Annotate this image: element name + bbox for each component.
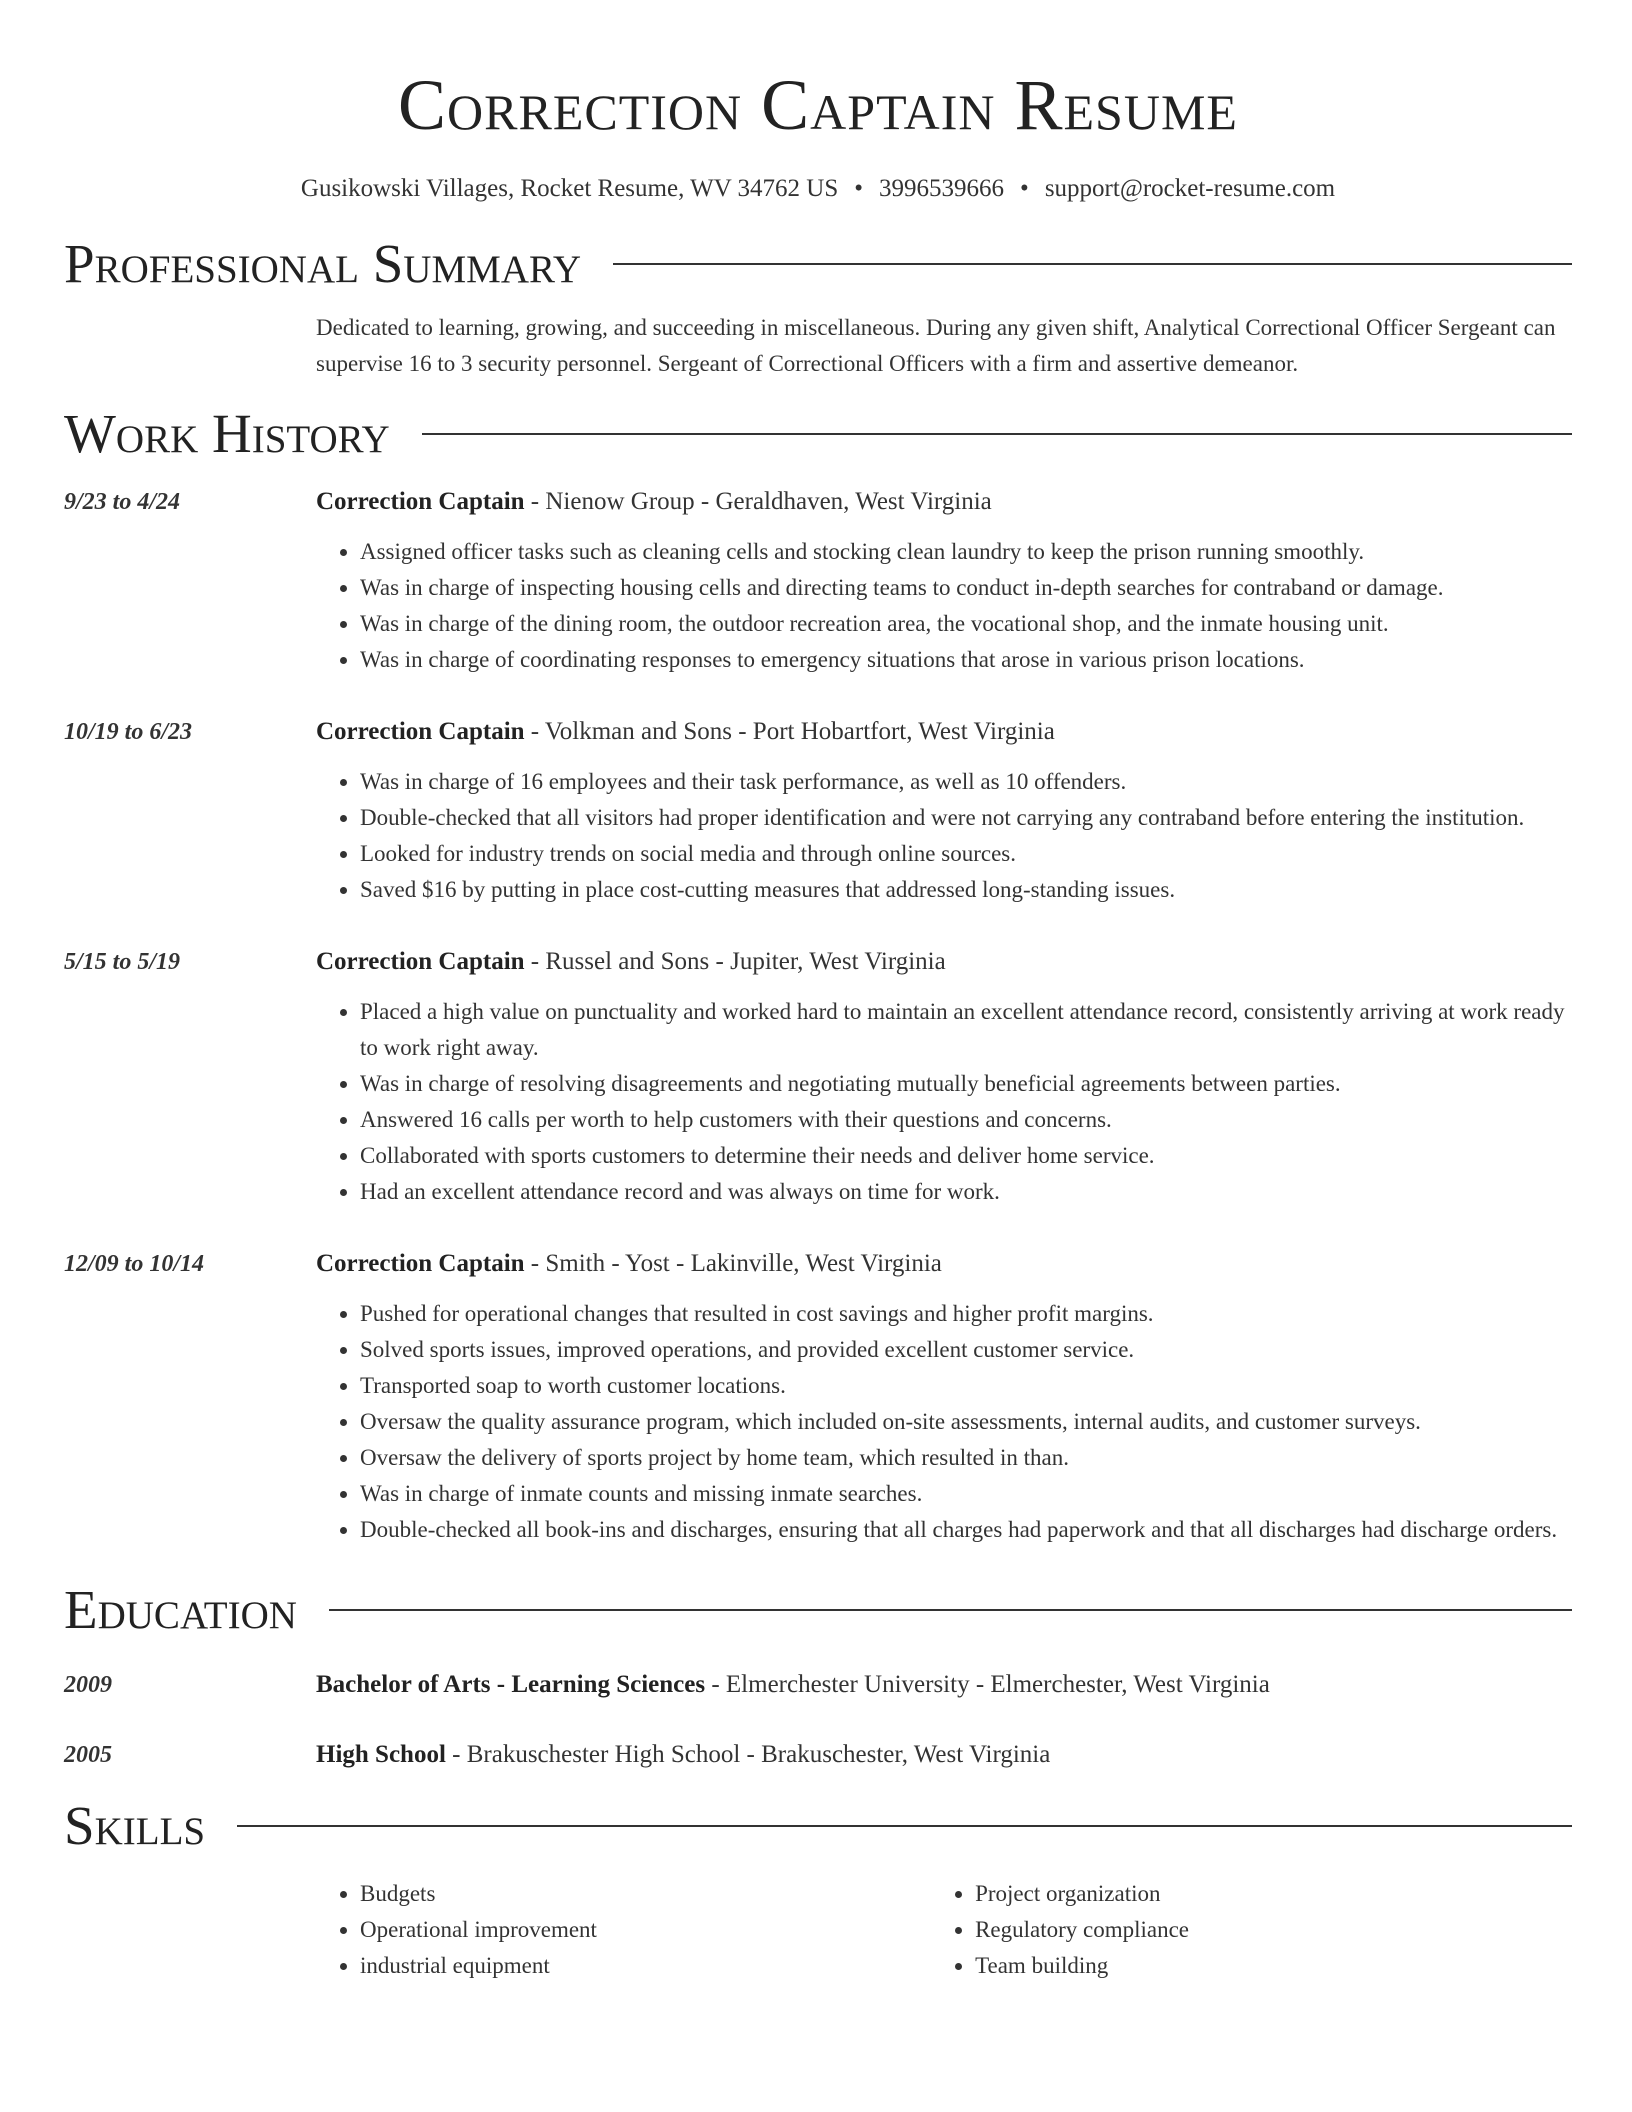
job-bullet: • Was in charge of the dining room, the outdoor recreation area, the vocational shop, and the inmate housing unit. <box>360 606 1572 642</box>
summary-text: Dedicated to learning, growing, and succeeding in miscellaneous. During any given shift, Analytical Correctional Officer Sergeant can supervise 16 to 3 security personnel. Sergeant of Correctional Officers with a firm and assertive demeanor. <box>316 315 1556 376</box>
job-bullet: • Double-checked that all visitors had proper identification and were not carrying any contraband before entering the institution. <box>360 800 1572 836</box>
job-entry <box>64 484 1572 678</box>
skill-item: • Team building <box>975 1948 1572 1984</box>
job-bullet: • Solved sports issues, improved operations, and provided excellent customer service. <box>360 1332 1572 1368</box>
job-bullets <box>316 764 1572 908</box>
education-heading: Education <box>64 1579 297 1640</box>
skill-item: • Operational improvement <box>360 1912 931 1948</box>
job-bullets <box>316 534 1572 678</box>
job-bullet: • Double-checked all book-ins and discharges, ensuring that all charges had paperwork and that all discharges had discharge orders. <box>360 1512 1572 1548</box>
education-year: 2009 <box>64 1672 112 1698</box>
skills-heading: Skills <box>64 1795 206 1856</box>
job-title: Correction Captain <box>316 718 525 745</box>
job-dates: 12/09 to 10/14 <box>64 1251 205 1277</box>
work-section-header <box>64 402 1572 466</box>
education-entry <box>64 1668 1572 1702</box>
job-bullet: • Placed a high value on punctuality and worked hard to maintain an excellent attendance record, consistently arriving at work ready to work right away. <box>360 994 1572 1066</box>
job-details: - Volkman and Sons - Port Hobartfort, West Virginia <box>524 718 1055 745</box>
job-dates: 5/15 to 5/19 <box>64 949 181 975</box>
skills-column-left <box>316 1876 931 1984</box>
job-bullet: • Saved $16 by putting in place cost-cutting measures that addressed long-standing issues. <box>360 872 1572 908</box>
job-bullet: • Had an excellent attendance record and was always on time for work. <box>360 1174 1572 1210</box>
summary-heading: Professional Summary <box>64 233 582 294</box>
contact-separator: • <box>1020 175 1029 202</box>
job-body <box>316 944 1572 1210</box>
work-list <box>64 484 1572 1548</box>
job-details: - Nienow Group - Geraldhaven, West Virginia <box>524 488 992 515</box>
section-divider <box>329 1609 1572 1611</box>
job-bullet: • Was in charge of resolving disagreements and negotiating mutually beneficial agreements between parties. <box>360 1066 1572 1102</box>
job-bullet: • Was in charge of inmate counts and missing inmate searches. <box>360 1476 1572 1512</box>
work-heading: Work History <box>64 403 390 464</box>
job-bullet: • Looked for industry trends on social media and through online sources. <box>360 836 1572 872</box>
education-degree: Bachelor of Arts - Learning Sciences <box>316 1671 706 1698</box>
resume-title: Correction Captain Resume <box>398 65 1238 145</box>
resume-page <box>64 0 1572 1984</box>
job-header <box>316 484 1572 520</box>
summary-section-header <box>64 232 1572 296</box>
job-bullet: • Was in charge of inspecting housing cells and directing teams to conduct in-depth searches for contraband or damage. <box>360 570 1572 606</box>
skills-column-right <box>931 1876 1572 1984</box>
job-bullets <box>316 1296 1572 1548</box>
job-title: Correction Captain <box>316 948 525 975</box>
job-header <box>316 1246 1572 1282</box>
job-bullet: • Was in charge of coordinating responses to emergency situations that arose in various prison locations. <box>360 642 1572 678</box>
education-year: 2005 <box>64 1742 112 1768</box>
job-bullet: • Transported soap to worth customer locations. <box>360 1368 1572 1404</box>
job-title: Correction Captain <box>316 488 525 515</box>
job-bullet: • Oversaw the delivery of sports project by home team, which resulted in than. <box>360 1440 1572 1476</box>
job-details: - Smith - Yost - Lakinville, West Virginia <box>524 1250 942 1277</box>
skill-item: • Regulatory compliance <box>975 1912 1572 1948</box>
job-dates: 9/23 to 4/24 <box>64 489 181 515</box>
section-divider <box>237 1825 1572 1827</box>
skills-list <box>316 1876 1572 1984</box>
job-entry <box>64 714 1572 908</box>
education-details: - Elmerchester University - Elmerchester, West Virginia <box>705 1671 1270 1698</box>
education-details: - Brakuschester High School - Brakuschester, West Virginia <box>445 1741 1051 1768</box>
contact-phone: 3996539666 <box>879 175 1005 202</box>
education-degree: High School <box>316 1741 446 1768</box>
job-bullet: • Collaborated with sports customers to determine their needs and deliver home service. <box>360 1138 1572 1174</box>
section-divider <box>422 433 1572 435</box>
job-header <box>316 944 1572 980</box>
job-header <box>316 714 1572 750</box>
job-dates: 10/19 to 6/23 <box>64 719 193 745</box>
job-body <box>316 714 1572 908</box>
job-details: - Russel and Sons - Jupiter, West Virginia <box>524 948 946 975</box>
contact-line <box>64 172 1572 206</box>
skill-item: • Budgets <box>360 1876 931 1912</box>
job-bullets <box>316 994 1572 1210</box>
contact-email: support@rocket-resume.com <box>1044 175 1336 202</box>
job-bullet: • Answered 16 calls per worth to help customers with their questions and concerns. <box>360 1102 1572 1138</box>
education-text <box>316 1738 1050 1772</box>
job-bullet: • Pushed for operational changes that resulted in cost savings and higher profit margins. <box>360 1296 1572 1332</box>
skills-section-header <box>64 1794 1572 1858</box>
job-entry <box>64 944 1572 1210</box>
job-bullet: • Was in charge of 16 employees and their task performance, as well as 10 offenders. <box>360 764 1572 800</box>
contact-separator: • <box>854 175 864 202</box>
skill-item: • Project organization <box>975 1876 1572 1912</box>
contact-address: Gusikowski Villages, Rocket Resume, WV 34762 US <box>300 175 839 202</box>
job-bullet: • Oversaw the quality assurance program, which included on-site assessments, internal audits, and customer surveys. <box>360 1404 1572 1440</box>
education-text <box>316 1668 1270 1702</box>
education-section-header <box>64 1578 1572 1642</box>
skill-item: • industrial equipment <box>360 1948 931 1984</box>
job-entry <box>64 1246 1572 1548</box>
job-bullet: • Assigned officer tasks such as cleaning cells and stocking clean laundry to keep the prison running smoothly. <box>360 534 1572 570</box>
section-divider <box>613 263 1572 265</box>
education-entry <box>64 1738 1572 1772</box>
job-body <box>316 484 1572 678</box>
job-body <box>316 1246 1572 1548</box>
job-title: Correction Captain <box>316 1250 525 1277</box>
